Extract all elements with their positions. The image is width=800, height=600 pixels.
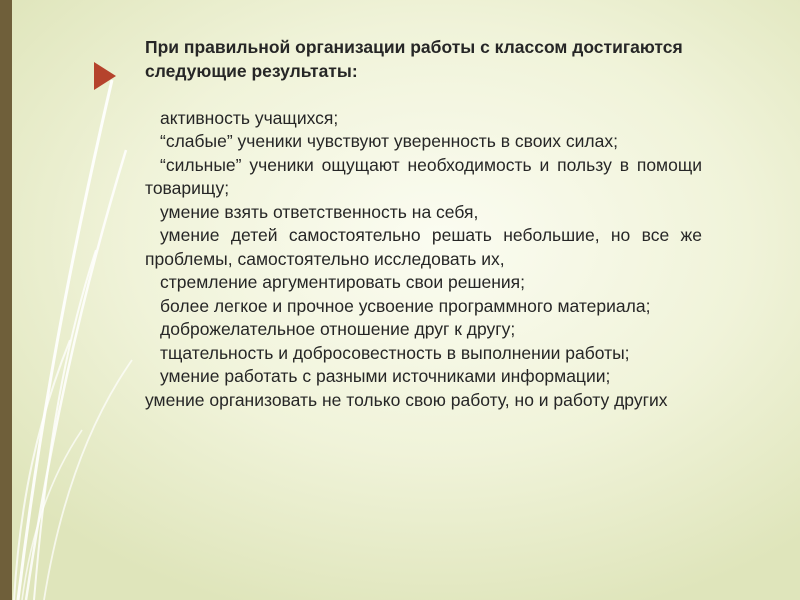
- grass-decoration: [0, 0, 140, 600]
- list-item-text: доброжелательное отношение друг к другу;: [160, 319, 516, 339]
- title-line-2: следующие результаты:: [145, 60, 358, 81]
- list-item: [145, 224, 702, 271]
- list-item-text: активность учащихся;: [160, 107, 339, 128]
- list-item: [145, 342, 702, 366]
- list-item-text: умение работать с разными источниками информации;: [160, 366, 611, 386]
- list-item: [145, 107, 702, 131]
- results-list: [145, 107, 702, 413]
- list-item: [145, 154, 702, 201]
- list-item-text: “сильные” ученики ощущают необходимость и пользу в помощи товарищу;: [145, 154, 702, 198]
- list-item: [145, 271, 702, 295]
- list-item: [145, 201, 702, 225]
- list-item: [145, 365, 702, 389]
- slide-title: [145, 36, 702, 83]
- list-item-text: умение детей самостоятельно решать небольшие, но все же проблемы, самостоятельно исследовать их,: [145, 225, 702, 269]
- slide-content: [145, 36, 702, 412]
- list-item: [145, 295, 702, 319]
- title-line-1: При правильной организации работы с классом достигаются: [145, 37, 683, 57]
- list-item-closing: [145, 389, 702, 413]
- list-item: [145, 130, 702, 154]
- spacer: [145, 83, 702, 107]
- list-item-text: умение организовать не только свою работу, но и работу других: [145, 389, 668, 410]
- list-item-text: более легкое и прочное усвоение программного материала;: [160, 295, 651, 316]
- list-item-text: умение взять ответственность на себя,: [160, 201, 479, 222]
- list-item-text: стремление аргументировать свои решения;: [160, 272, 526, 292]
- arrow-icon: [94, 62, 116, 90]
- list-item: [145, 318, 702, 342]
- list-item-text: тщательность и добросовестность в выполнении работы;: [160, 342, 630, 363]
- list-item-text: “слабые” ученики чувствуют уверенность в своих силах;: [160, 131, 618, 151]
